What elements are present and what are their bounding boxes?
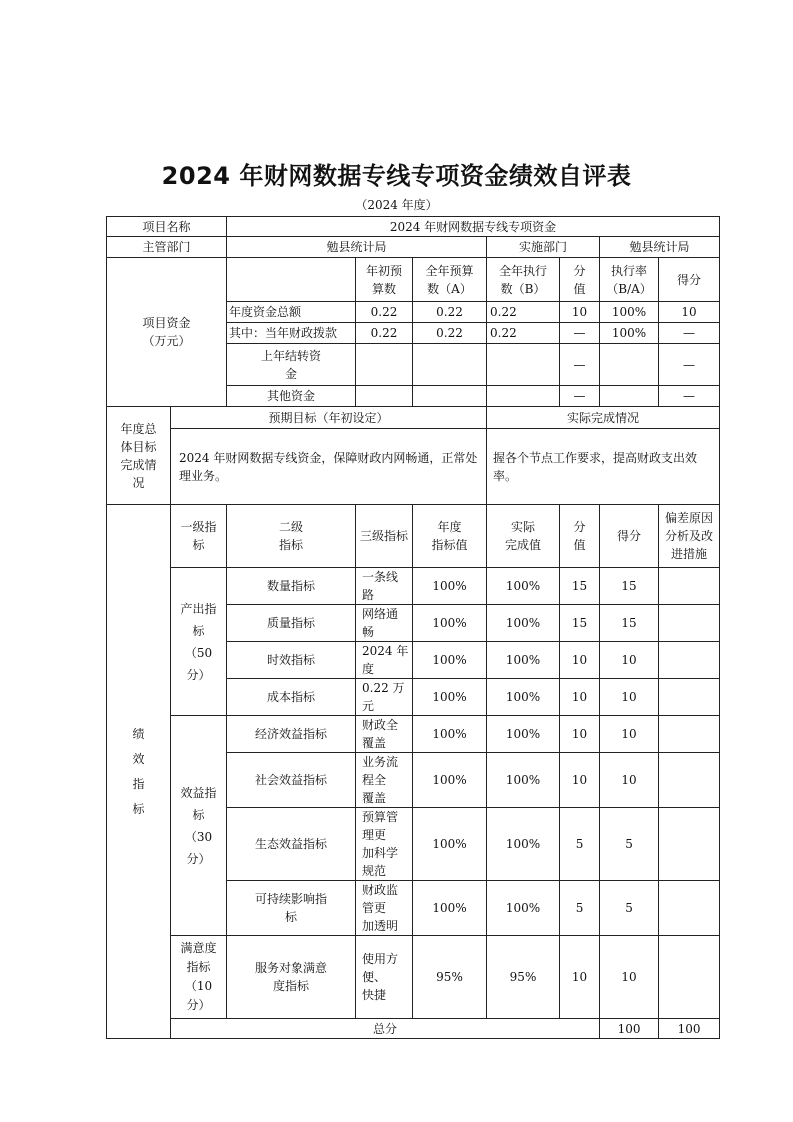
indicator-actual: 100% [487,568,560,605]
indicator-reason [659,716,720,753]
indicator-header: 一级指 标 [171,505,227,568]
funds-header: 执行率 （B/A） [600,258,659,302]
total-label: 总分 [171,1019,600,1039]
indicator-score-value: 10 [560,716,600,753]
indicator-reason [659,568,720,605]
fund-annual [413,386,487,407]
indicator-reason [659,936,720,1019]
indicator-actual: 100% [487,605,560,642]
indicator-score: 5 [600,808,659,881]
indicator-score: 15 [600,605,659,642]
indicator-target: 95% [413,936,487,1019]
indicators-label: 绩 效 指 标 [107,505,171,1039]
indicator-l2: 质量指标 [227,605,356,642]
fund-score: — [659,323,720,344]
indicator-group-benefit: 效益指 标 （30 分） [171,716,227,936]
funds-header: 全年预算 数（A） [413,258,487,302]
indicator-score: 10 [600,642,659,679]
indicator-actual: 95% [487,936,560,1019]
funds-header: 年初预 算数 [356,258,413,302]
indicator-l3: 2024 年度 [356,642,413,679]
indicator-reason [659,808,720,881]
fund-init [356,344,413,386]
indicator-score-value: 15 [560,605,600,642]
fund-name: 其他资金 [227,386,356,407]
indicator-target: 100% [413,642,487,679]
indicator-score: 5 [600,881,659,936]
indicator-reason [659,642,720,679]
actual-goal-header: 实际完成情况 [487,407,720,429]
indicator-score-value: 10 [560,642,600,679]
indicator-l2: 服务对象满意 度指标 [227,936,356,1019]
total-row [107,1019,720,1039]
indicator-header: 得分 [600,505,659,568]
indicator-target: 100% [413,808,487,881]
fund-exec: 0.22 [487,302,560,323]
fund-score-value: — [560,323,600,344]
indicator-actual: 100% [487,753,560,808]
indicator-l3: 一条线路 [356,568,413,605]
page-title: 2024 年财网数据专线专项资金绩效自评表 [161,162,632,190]
indicator-target: 100% [413,605,487,642]
indicator-l2: 时效指标 [227,642,356,679]
indicator-target: 100% [413,679,487,716]
indicator-group-satisfaction: 满意度 指标 （10 分） [171,936,227,1019]
fund-score-value: 10 [560,302,600,323]
indicator-actual: 100% [487,808,560,881]
indicator-header: 三级指标 [356,505,413,568]
indicator-l2: 经济效益指标 [227,716,356,753]
indicator-header: 年度 指标值 [413,505,487,568]
project-name-value: 2024 年财网数据专线专项资金 [227,217,720,237]
fund-name: 年度资金总额 [227,302,356,323]
indicator-score: 10 [600,679,659,716]
indicator-target: 100% [413,568,487,605]
fund-init: 0.22 [356,323,413,344]
indicator-actual: 100% [487,716,560,753]
indicator-l3: 0.22 万元 [356,679,413,716]
indicator-score: 10 [600,753,659,808]
indicator-actual: 100% [487,679,560,716]
self-evaluation-table [106,216,720,1039]
indicator-target: 100% [413,753,487,808]
fund-score: — [659,386,720,407]
table-row [107,936,720,1019]
fund-exec: 0.22 [487,323,560,344]
fund-score-value: — [560,386,600,407]
funds-header: 得分 [659,258,720,302]
indicator-score-value: 5 [560,808,600,881]
indicator-header: 偏差原因 分析及改 进措施 [659,505,720,568]
indicator-l3: 财政监管更 加透明 [356,881,413,936]
total-score: 100 [659,1019,720,1039]
indicator-score: 10 [600,716,659,753]
indicator-actual: 100% [487,881,560,936]
fund-name: 其中：当年财政拨款 [227,323,356,344]
fund-annual [413,344,487,386]
fund-annual: 0.22 [413,302,487,323]
indicator-score-value: 10 [560,753,600,808]
dept-label: 主管部门 [107,237,227,258]
impl-dept-label: 实施部门 [487,237,600,258]
indicator-score-value: 10 [560,679,600,716]
funds-header-blank [227,258,356,302]
fund-rate [600,344,659,386]
fund-init [356,386,413,407]
expected-goal-text: 2024 年财网数据专线资金，保障财政内网畅通，正常处理业务。 [171,429,487,505]
fund-exec [487,386,560,407]
indicator-score-value: 10 [560,936,600,1019]
dept-value: 勉县统计局 [227,237,487,258]
indicator-l2: 生态效益指标 [227,808,356,881]
indicator-target: 100% [413,881,487,936]
fund-rate: 100% [600,323,659,344]
funds-header: 分 值 [560,258,600,302]
indicator-header: 分 值 [560,505,600,568]
fund-score-value: — [560,344,600,386]
indicator-header: 实际 完成值 [487,505,560,568]
indicator-actual: 100% [487,642,560,679]
table-row [107,716,720,753]
indicator-l3: 使用方便、 快捷 [356,936,413,1019]
indicator-target: 100% [413,716,487,753]
project-name-label: 项目名称 [107,217,227,237]
actual-goal-text: 握各个节点工作要求，提高财政支出效率。 [487,429,720,505]
indicator-score: 10 [600,936,659,1019]
fund-name: 上年结转资 金 [227,344,356,386]
fund-exec [487,344,560,386]
indicator-header: 二级 指标 [227,505,356,568]
fund-score: 10 [659,302,720,323]
indicator-l3: 预算管理更 加科学规范 [356,808,413,881]
indicator-l2: 可持续影响指 标 [227,881,356,936]
indicator-l3: 网络通畅 [356,605,413,642]
fund-score: — [659,344,720,386]
table-row [107,568,720,605]
report-year: （2024 年度） [355,198,438,212]
indicator-reason [659,753,720,808]
impl-dept-value: 勉县统计局 [600,237,720,258]
indicator-group-output: 产出指 标 （50 分） [171,568,227,716]
expected-goal-header: 预期目标（年初设定） [171,407,487,429]
fund-rate: 100% [600,302,659,323]
indicator-score-value: 15 [560,568,600,605]
indicator-reason [659,881,720,936]
indicator-l3: 财政全覆盖 [356,716,413,753]
fund-annual: 0.22 [413,323,487,344]
fund-rate [600,386,659,407]
goals-label: 年度总 体目标 完成情 况 [107,407,171,505]
funds-header: 全年执行 数（B） [487,258,560,302]
indicator-score: 15 [600,568,659,605]
indicator-reason [659,605,720,642]
funds-label: 项目资金 （万元） [107,258,227,407]
indicator-score-value: 5 [560,881,600,936]
indicator-l2: 成本指标 [227,679,356,716]
indicator-reason [659,679,720,716]
indicator-l3: 业务流程全 覆盖 [356,753,413,808]
fund-init: 0.22 [356,302,413,323]
indicator-l2: 数量指标 [227,568,356,605]
total-score-value: 100 [600,1019,659,1039]
indicator-l2: 社会效益指标 [227,753,356,808]
